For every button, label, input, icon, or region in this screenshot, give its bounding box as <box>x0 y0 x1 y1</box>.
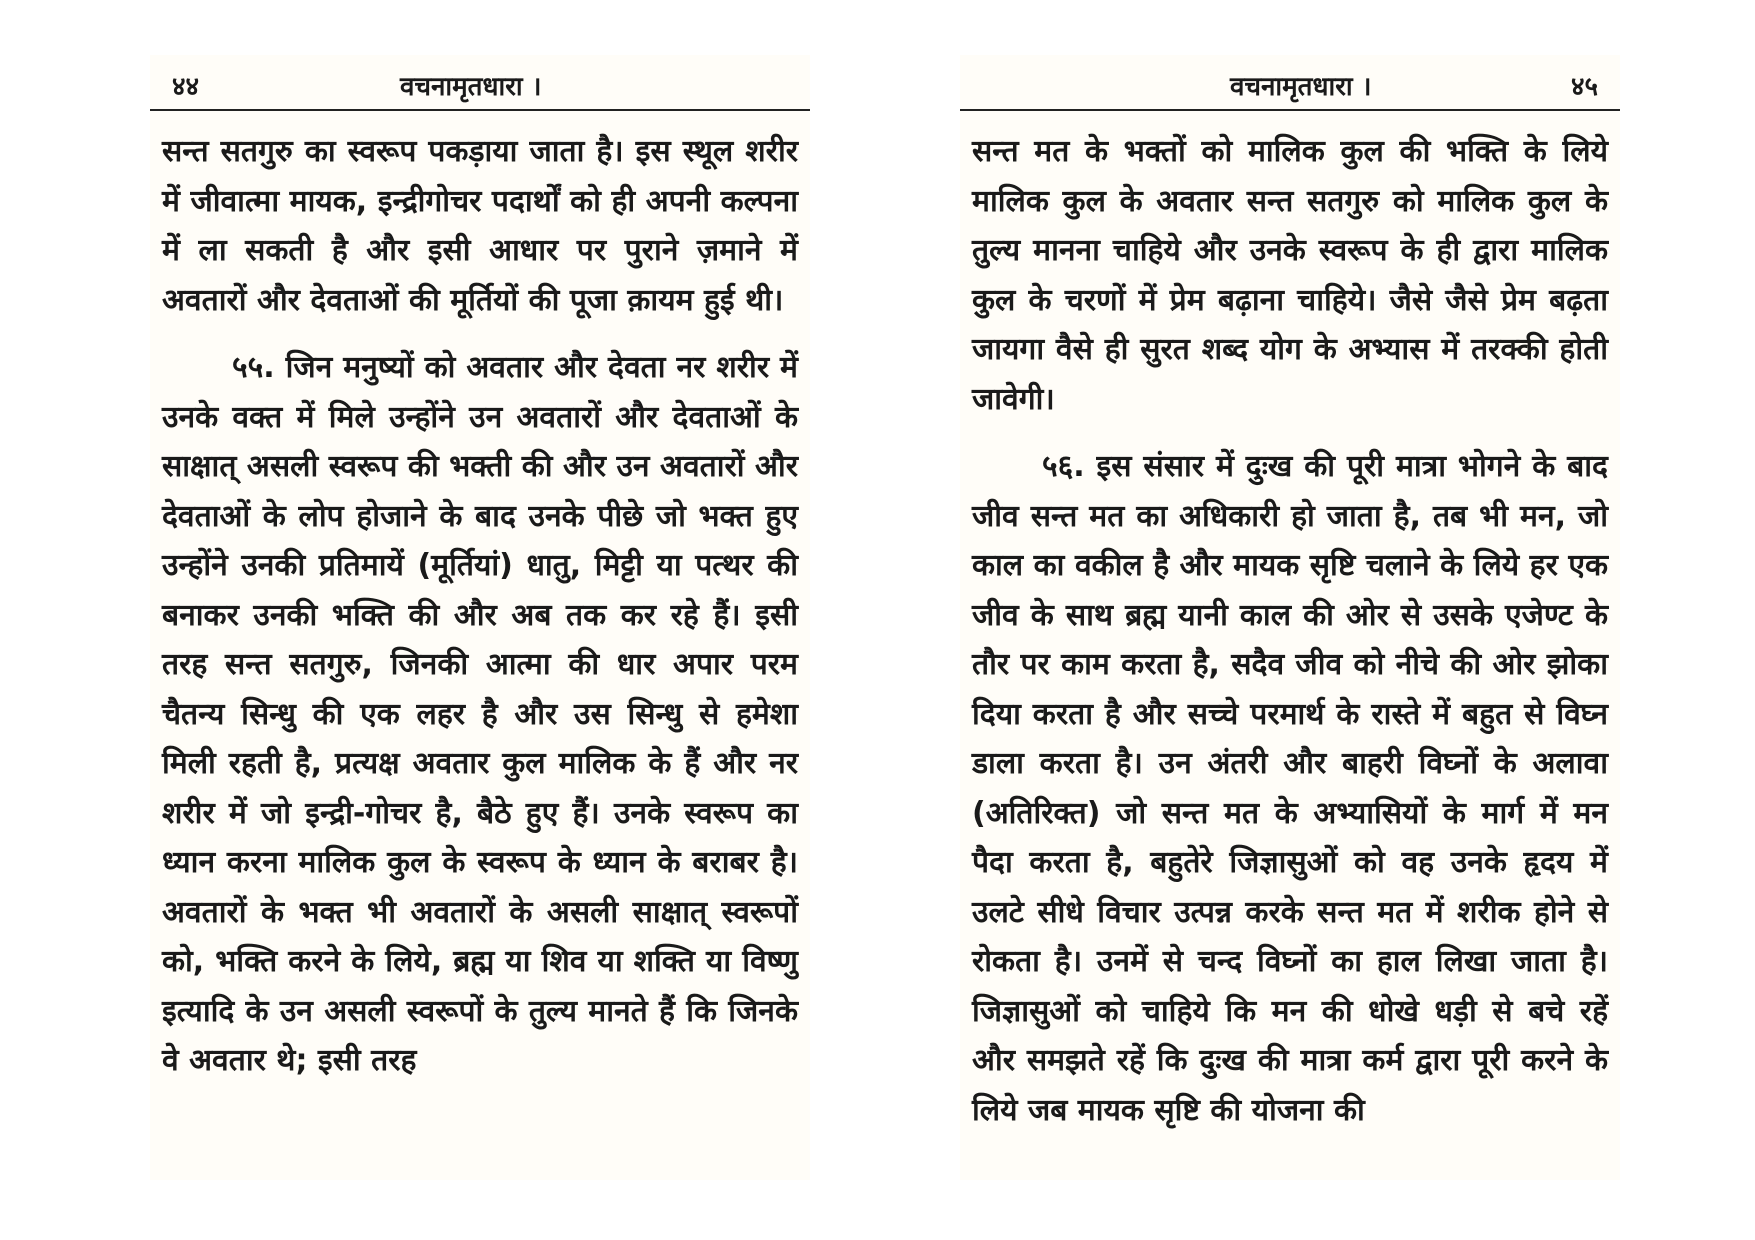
right-header-rule <box>960 109 1620 111</box>
right-page <box>960 55 1620 1180</box>
left-header-rule <box>150 109 810 111</box>
left-paragraph-2: ५५. जिन मनुष्यों को अवतार और देवता नर शरीर में उनके वक्त में मिले उन्होंने उन अवतारों और देवताओं के साक्षात् असली स्वरूप की भक्ती की और उन अवतारों और देवताओं के लोप होजाने के बाद उनके पीछे जो भक्त हुए उन्होंने उनकी प्रतिमायें (मूर्तियां) धातु, मिट्टी या पत्थर की बनाकर उनकी भक्ति की और अब तक कर रहे हैं। इसी तरह सन्त सतगुरु, जिनकी आत्मा की धार अपार परम चैतन्य सिन्धु की एक लहर है और उस सिन्धु से हमेशा मिली रहती है, प्रत्यक्ष अवतार कुल मालिक के हैं और नर शरीर में जो इन्द्री-गोचर है, बैठे हुए हैं। उनके स्वरूप का ध्यान करना मालिक कुल के स्वरूप के ध्यान के बराबर है। अवतारों के भक्त भी अवतारों के असली साक्षात् स्वरूपों को, भक्ति करने के लिये, ब्रह्म या शिव या शक्ति या विष्णु इत्यादि के उन असली स्वरूपों के तुल्य मानते हैं कि जिनके वे अवतार थे; इसी तरह <box>162 350 798 1078</box>
right-paragraph-2: ५६. इस संसार में दुःख की पूरी मात्रा भोगने के बाद जीव सन्त मत का अधिकारी हो जाता है, तब भी मन, जो काल का वकील है और मायक सृष्टि चलाने के लिये हर एक जीव के साथ ब्रह्म यानी काल की ओर से उसके एजेण्ट के तौर पर काम करता है, सदैव जीव को नीचे की ओर झोका दिया करता है और सच्चे परमार्थ के रास्ते में बहुत से विघ्न डाला करता है। उन अंतरी और बाहरी विघ्नों के अलावा (अतिरिक्त) जो सन्त मत के अभ्यासियों के मार्ग में मन पैदा करता है, बहुतेरे जिज्ञासुओं को वह उनके हृदय में उलटे सीधे विचार उत्पन्न करके सन्त मत में शरीक होने से रोकता है। उनमें से चन्द विघ्नों का हाल लिखा जाता है। जिज्ञासुओं को चाहिये कि मन की धोखे धड़ी से बचे रहें और समझते रहें कि दुःख की मात्रा कर्म द्वारा पूरी करने के लिये जब मायक सृष्टि की योजना की <box>972 449 1608 1128</box>
left-body-text <box>162 127 798 1086</box>
left-paragraph-1: सन्त सतगुरु का स्वरूप पकड़ाया जाता है। इस स्थूल शरीर में जीवात्मा मायक, इन्द्रीगोचर पदार्थों को ही अपनी कल्पना में ला सकती है और इसी आधार पर पुराने ज़माने में अवतारों और देवताओं की मूर्तियों की पूजा क़ायम हुई थी। <box>162 134 798 318</box>
right-running-head <box>960 55 1620 107</box>
right-paragraph-1: सन्त मत के भक्तों को मालिक कुल की भक्ति के लिये मालिक कुल के अवतार सन्त सतगुरु को मालिक कुल के तुल्य मानना चाहिये और उनके स्वरूप के ही द्वारा मालिक कुल के चरणों में प्रेम बढ़ाना चाहिये। जैसे जैसे प्रेम बढ़ता जायगा वैसे ही सुरत शब्द योग के अभ्यास में तरक्की होती जावेगी। <box>972 134 1608 417</box>
right-page-number: ४५ <box>1570 72 1598 102</box>
right-body-text <box>972 127 1608 1135</box>
left-running-title: वचनामृतधारा । <box>400 72 542 102</box>
left-page <box>150 55 810 1180</box>
left-running-head <box>150 55 810 107</box>
right-running-title: वचनामृतधारा । <box>1230 72 1372 102</box>
left-page-number: ४४ <box>172 72 200 102</box>
